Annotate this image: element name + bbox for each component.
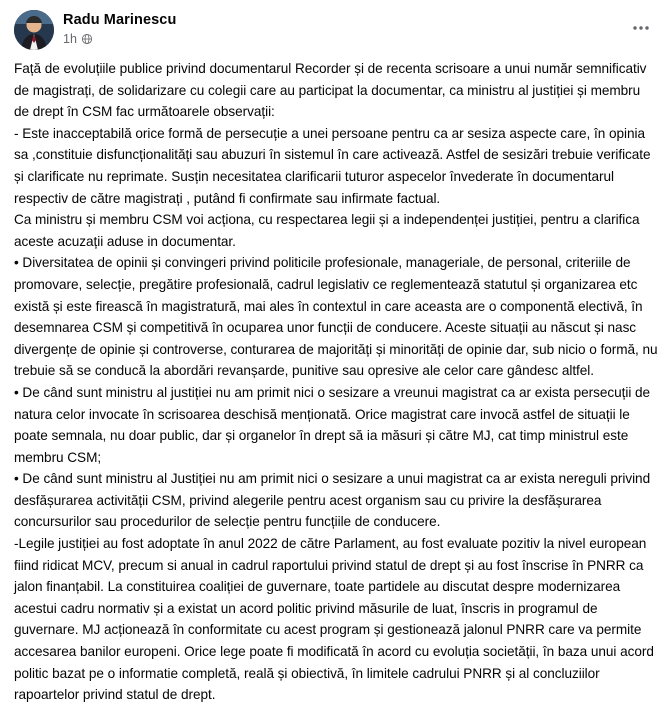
- post-paragraph: Ca ministru și membru CSM voi acționa, cu respectarea legii și a independenței justiției, pentru a clarifica aceste acuzații aduse in documentar.: [14, 212, 640, 249]
- post-header-text: [63, 10, 176, 47]
- post-header: [14, 10, 658, 56]
- author-name[interactable]: Radu Marinescu: [63, 12, 177, 28]
- post-paragraph: Față de evoluțiile publice privind documentarul Recorder și de recenta scrisoare a unui număr semnificativ de magistrați, de solidarizare cu colegii care au participat la documentar, ca ministru al justiției și membru de drept în CSM fac următoarele observații:: [14, 61, 647, 120]
- avatar[interactable]: [14, 10, 54, 50]
- post-paragraph: • Diversitatea de opinii și convingeri privind politicile profesionale, manageriale, de personal, criteriile de promovare, selecție, pregătire profesională, cadrul legislativ ce reglementează statutul și organizarea etc există și este firească în magistratură, mai ales în contextul in care aceasta are o componentă electivă, în desemnarea CSM și competitivă în ocuparea unor funcții de conducere. Aceste situații au născut și nasc divergențe de opinie și controverse, conturarea de majorități și minorități de opinie dar, sub nicio o formă, nu trebuie să se conducă la abordări revanșarde, punitive sau opresive ale celor care gândesc altfel.: [14, 255, 658, 379]
- post-body: [14, 58, 658, 706]
- post-paragraph: • De când sunt ministru al Justiției nu am primit nici o sesizare a unui magistrat ca ar exista nereguli privind desfășurarea activității CSM, privind alegerile pentru acest organism sau cu privire la desfășurarea concursurilor sau procedurilor de selecție pentru funcțiile de conducere.: [14, 471, 651, 530]
- post-paragraph: -Legile justiției au fost adoptate în anul 2022 de către Parlament, au fost evaluate pozitiv la nivel european fiind ridicat MCV, precum si anual in cadrul raportului privind statul de drept și au fost înscrise în PNRR ca jalon finanțabil. La constituirea coaliției de guvernare, toate partidele au discutat despre modernizarea acestui cadru normativ și a existat un acord politic privind măsurile de luat, înscris in programul de guvernare. MJ acționează în conformitate cu acest program și gestionează jalonul PNRR care va permite accesarea banilor europeni. Orice lege poate fi modificată în acord cu evoluția societății, în baza unui acord politic bazat pe o informatie completă, reală și obiectivă, în limitele cadrului PNRR și al concluziilor rapoartelor privind statul de drept.: [14, 536, 654, 703]
- post-timestamp[interactable]: 1h: [63, 32, 77, 46]
- more-options-icon[interactable]: [626, 16, 656, 40]
- post-meta: [63, 31, 176, 47]
- post-paragraph: • De când sunt ministru al justiției nu am primit nici o sesizare a vreunui magistrat ca ar exista persecuții de natura celor invocate în scrisoarea deschisă menționată. Orice magistrat care invocă astfel de situații le poate semnala, nu doar public, dar și organelor în drept să ia măsuri și către MJ, cat timp ministrul este membru CSM;: [14, 384, 651, 465]
- post-paragraph: - Este inacceptabilă orice formă de persecuție a unei persoane pentru ca ar sesiza aspecte care, în opinia sa ,constituie disfuncționalități sau abuzuri în sistemul în care activează. Astfel de sesizări trebuie verificate și clarificate nu reprimate. Susțin necesitatea clarificarii tuturor aspecelor învederate în documentarul respectiv de către magistrați , putând fi confirmate sau infirmate factual.: [14, 125, 651, 206]
- globe-icon: [81, 33, 93, 45]
